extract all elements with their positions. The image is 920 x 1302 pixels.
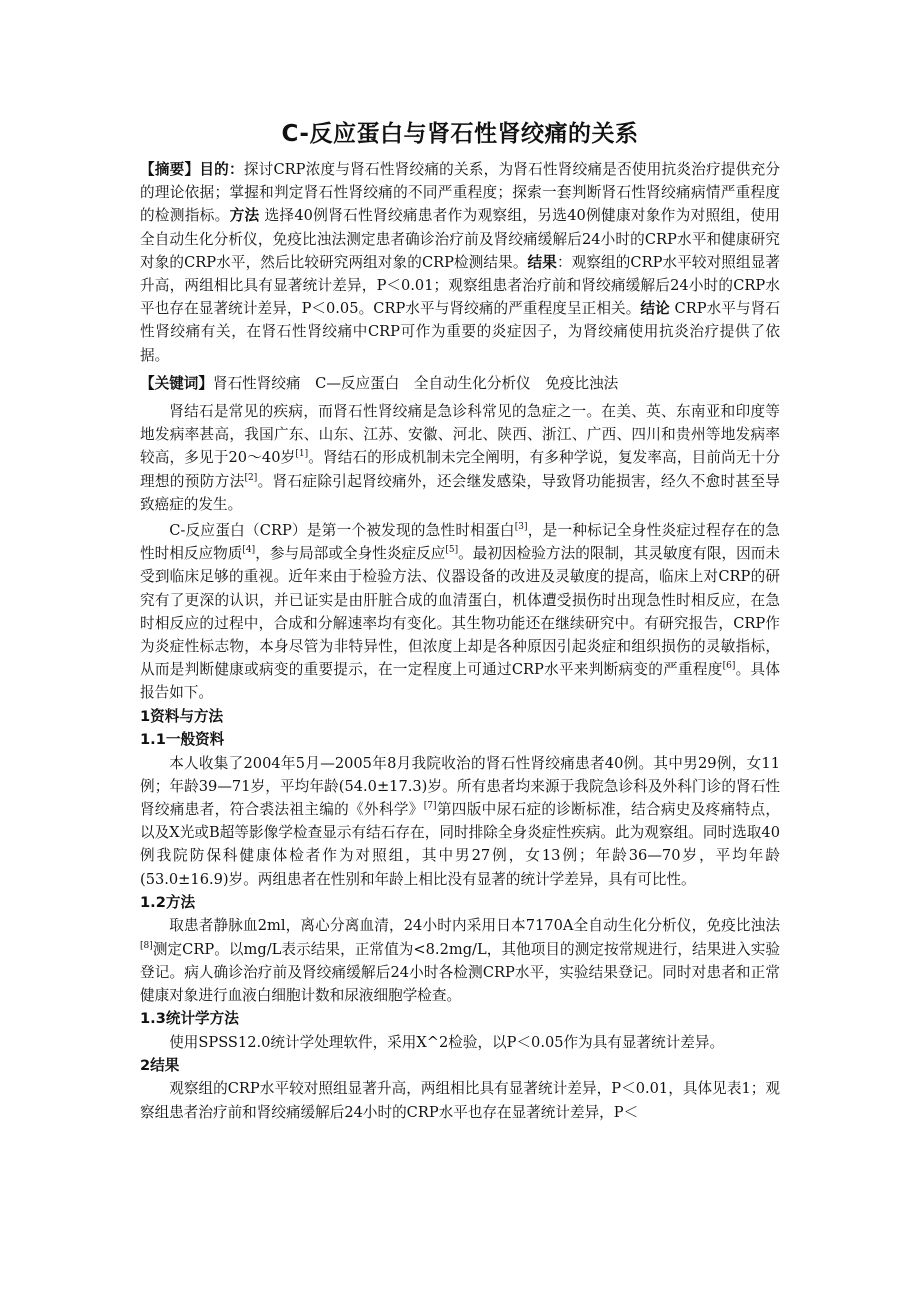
keyword-item: 全自动生化分析仪 [413, 374, 531, 392]
abstract-conclusion-label: 结论 [640, 300, 670, 318]
citation: [4] [242, 545, 256, 556]
abstract-result: ：观察组的CRP水平较对照组显著升高，两组相比具有显著统计差异，P＜0.01；观察组患者治疗前和肾绞痛缓解后24小时的CRP水平也存在显著统计差异，P＜0.05。CRP水平与肾绞痛的严重程度呈正相关。 [140, 253, 780, 318]
keyword-item: 免疫比浊法 [545, 374, 619, 392]
intro-text: ，是一种标记全身性炎症过程存在的急性时相反应物质 [140, 522, 780, 563]
paper-title: C-反应蛋白与肾石性肾绞痛的关系 [281, 121, 639, 147]
body-text: 测定CRP。以mg/L表示结果，正常值为<8.2mg/L，其他项目的测定按常规进行，结果进入实验登记。病人确诊治疗前及肾绞痛缓解后24小时各检测CRP水平，实验结果登记。同时对患者和正常健康对象进行血液白细胞计数和尿液细胞学检查。 [140, 940, 780, 1004]
keywords [140, 372, 780, 395]
section-heading: 1资料与方法 [140, 707, 224, 725]
results-paragraph: 观察组的CRP水平较对照组显著升高，两组相比具有显著统计差异，P＜0.01，具体见表1；观察组患者治疗前和肾绞痛缓解后24小时的CRP水平也存在显著统计差异，P＜ [140, 1080, 780, 1121]
citation: [1] [295, 449, 309, 460]
section-heading: 2结果 [140, 1056, 180, 1074]
intro-paragraph-2 [140, 519, 780, 705]
abstract-conclusion: CRP水平与肾石性肾绞痛有关，在肾石性肾绞痛中CRP可作为重要的炎症因子，为肾绞痛使用抗炎治疗提供了依据。 [140, 300, 780, 364]
citation: [8] [140, 940, 153, 951]
intro-text: 。肾石症除引起肾绞痛外，还会继发感染，导致肾功能损害，经久不愈时甚至导致癌症的发生。 [140, 472, 780, 513]
abstract [140, 158, 780, 367]
abstract-label: 【摘要】 [140, 161, 200, 178]
intro-text: C-反应蛋白（CRP）是第一个被发现的急性时相蛋白 [169, 522, 515, 540]
abstract-aim-label: 目的： [199, 161, 244, 178]
intro-text: 。具体报告如下。 [140, 661, 780, 702]
body-text: 本人收集了2004年5月—2005年8月我院收治的肾石性肾绞痛患者40例。其中男29例，女11例；年龄39—71岁，平均年龄(54.0±17.3)岁。所有患者均来源于我院急诊科及外科门诊的肾石性肾绞痛患者，符合裘法祖主编的《外科学》 [140, 754, 780, 819]
intro-text: ，参与局部或全身性炎症反应 [255, 545, 446, 563]
body-text: 第四版中尿石症的诊断标准，结合病史及疼痛特点，以及X光或B超等影像学检查显示有结石存在，同时排除全身炎症性疾病。此为观察组。同时选取40例我院防保科健康体检者作为对照组，其中男27例，女13例；年龄36—70岁，平均年龄(53.0±16.9)岁。两组患者在性别和年龄上相比没有显著的统计学差异，具有可比性。 [140, 801, 780, 888]
citation: [3] [514, 522, 528, 533]
method-paragraph [140, 914, 780, 1007]
citation: [5] [445, 545, 459, 556]
abstract-method-label: 方法 [229, 207, 260, 225]
intro-text: 肾结石是常见的疾病，而肾石性肾绞痛是急诊科常见的急症之一。在美、英、东南亚和印度等地发病率甚高，我国广东、山东、江苏、安徽、河北、陕西、浙江、广西、四川和贵州等地发病率较高，多见于20～40岁 [140, 403, 780, 467]
intro-text: 。最初因检验方法的限制，其灵敏度有限，因而未受到临床足够的重视。近年来由于检验方法、仪器设备的改进及灵敏度的提高，临床上对CRP的研究有了更深的认识，并已证实是由肝脏合成的血清蛋白，机体遭受损伤时出现急性时相反应，在急时相反应的过程中，合成和分解速率均有变化。其生物功能还在继续研究中。有研究报告，CRP作为炎症性标志物，本身尽管为非特异性，但浓度上却是各种原因引起炎症和组织损伤的灵敏指标，从而是判断健康或病变的重要提示，在一定程度上可通过CRP水平来判断病变的严重程度 [140, 545, 780, 679]
abstract-aim: 探讨CRP浓度与肾石性肾绞痛的关系，为肾石性肾绞痛是否使用抗炎治疗提供充分的理论依据；掌握和判定肾石性肾绞痛的不同严重程度；探索一套判断肾石性肾绞痛病情严重程度的检测指标。 [140, 161, 780, 225]
intro-paragraph-1 [140, 400, 780, 516]
keyword-item: 肾石性肾绞痛 [212, 374, 301, 392]
body-text: 取患者静脉血2ml，离心分离血清，24小时内采用日本7170A全自动生化分析仪，免疫比浊法 [169, 917, 780, 935]
subsection-heading: 1.3统计学方法 [140, 1010, 239, 1028]
statistics-paragraph: 使用SPSS12.0统计学处理软件，采用X^2检验，以P＜0.05作为具有显著统计差异。 [169, 1033, 725, 1051]
abstract-method: 选择40例肾石性肾绞痛患者作为观察组，另选40例健康对象作为对照组，使用全自动生化分析仪，免疫比浊法测定患者确诊治疗前及肾绞痛缓解后24小时的CRP水平和健康研究对象的CRP水平，然后比较研究两组对象的CRP检测结果。 [140, 207, 780, 271]
keyword-item: C—反应蛋白 [315, 374, 400, 392]
citation: [2] [244, 472, 258, 483]
citation: [7] [423, 801, 437, 812]
subsection-heading: 1.2方法 [140, 893, 196, 911]
intro-text: 。肾结石的形成机制未完全阐明，有多种学说，复发率高，目前尚无十分理想的预防方法 [140, 449, 780, 490]
subsection-heading: 1.1一般资料 [140, 731, 225, 749]
citation: [6] [722, 661, 736, 672]
keywords-label: 【关键词】 [140, 374, 213, 392]
general-data-paragraph [140, 752, 780, 891]
abstract-result-label: 结果 [527, 253, 557, 271]
